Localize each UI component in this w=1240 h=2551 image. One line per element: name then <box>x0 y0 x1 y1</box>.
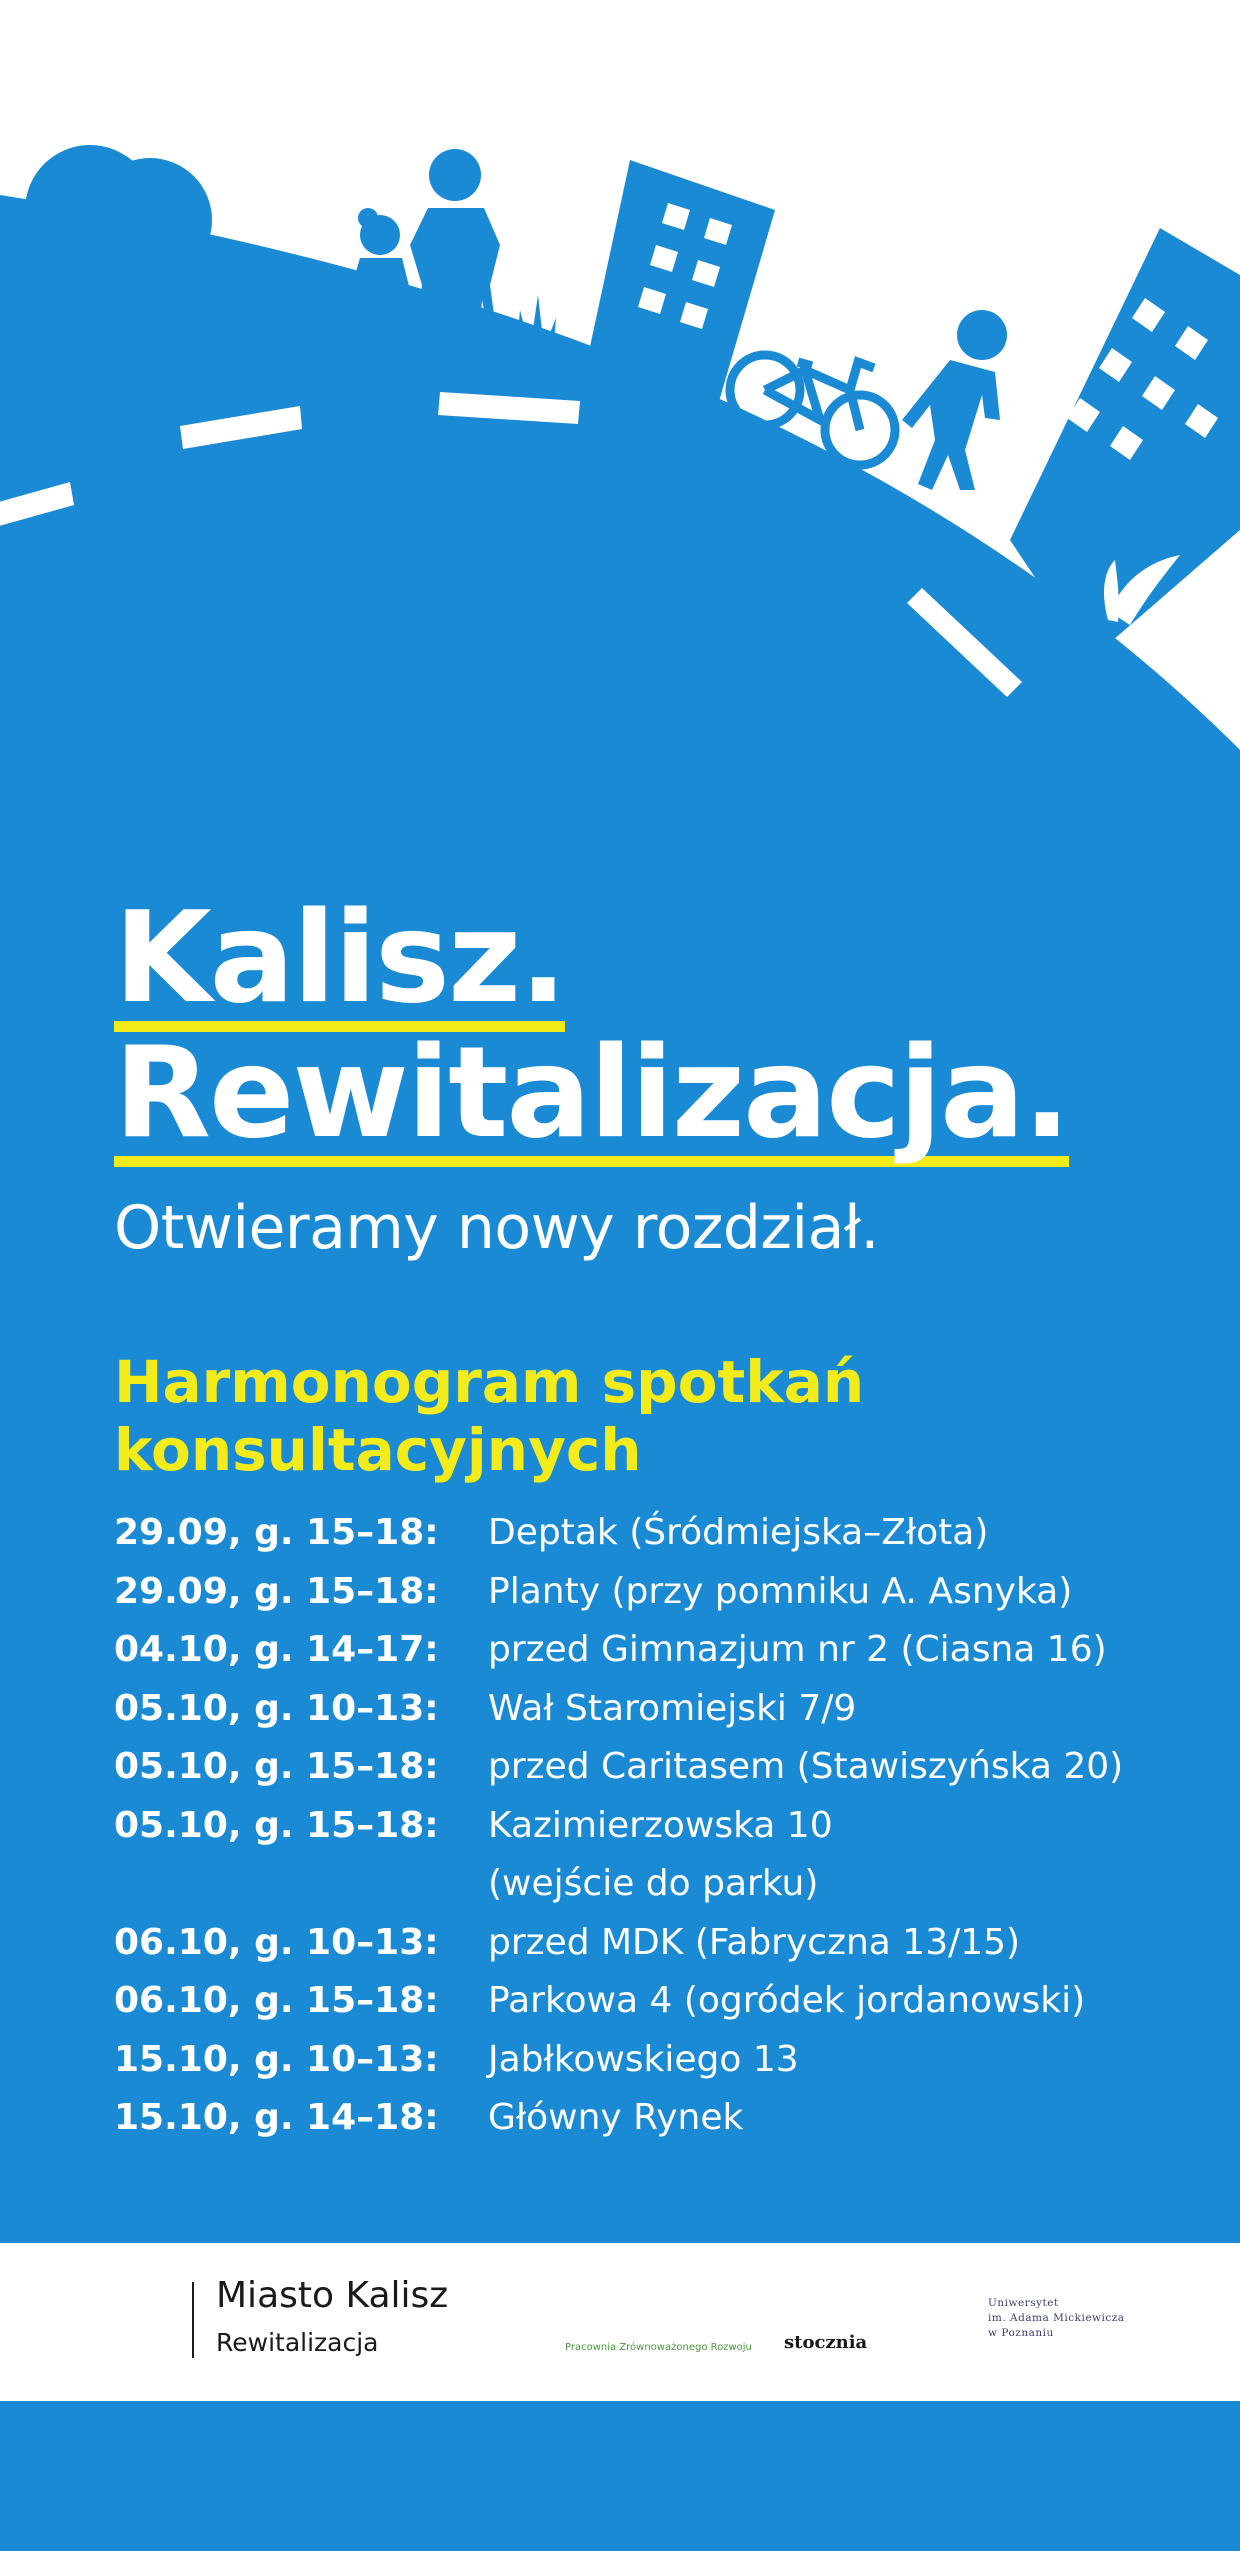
schedule-date: 15.10, g. 14–18: <box>114 2097 439 2138</box>
schedule-place: Wał Staromiejski 7/9 <box>488 1687 857 1729</box>
bottom-band <box>0 2401 1240 2551</box>
schedule-place: Jabłkowskiego 13 <box>488 2038 799 2080</box>
schedule-date: 05.10, g. 15–18: <box>114 1804 439 1846</box>
schedule-item <box>114 2031 1123 2090</box>
schedule-item <box>114 1680 1123 1739</box>
schedule-date: 29.09, g. 15–18: <box>114 1512 439 1553</box>
pzr-caption: Pracownia Zrównoważonego Rozwoju <box>565 2342 752 2353</box>
headline-city: Kalisz. <box>114 884 566 1031</box>
schedule-item <box>114 1914 1123 1973</box>
schedule-item-continuation <box>114 1855 1123 1914</box>
schedule-item <box>114 1504 1123 1563</box>
uam-name-line: im. Adama Mickiewicza <box>988 2312 1125 2324</box>
building-icon <box>585 160 775 415</box>
schedule-place: Planty (przy pomniku A. Asnyka) <box>488 1570 1073 1612</box>
schedule-date: 06.10, g. 10–13: <box>114 1921 439 1963</box>
schedule-place-detail: (wejście do parku) <box>488 1863 819 1904</box>
schedule-date: 06.10, g. 15–18: <box>114 1980 439 2021</box>
schedule-item <box>114 1738 1123 1797</box>
schedule-place: Parkowa 4 (ogródek jordanowski) <box>488 1980 1086 2021</box>
schedule-list <box>114 1504 1123 2148</box>
schedule-place: Kazimierzowska 10 <box>488 1804 833 1846</box>
schedule-item <box>114 1563 1123 1622</box>
headline-revitalization: Rewitalizacja. <box>114 1019 1069 1166</box>
city-name: Miasto Kalisz <box>216 2275 449 2316</box>
schedule-item <box>114 1797 1123 1856</box>
woman-icon <box>410 149 500 350</box>
schedule-place: przed Gimnazjum nr 2 (Ciasna 16) <box>488 1629 1107 1670</box>
schedule-place: Deptak (Śródmiejska–Złota) <box>488 1512 989 1553</box>
stocznia-name: stocznia <box>784 2332 868 2353</box>
schedule-item <box>114 1972 1123 2031</box>
schedule-date: 04.10, g. 14–17: <box>114 1629 439 1670</box>
footer-divider <box>192 2282 194 2358</box>
schedule-date: 15.10, g. 10–13: <box>114 2038 439 2080</box>
schedule-item <box>114 1621 1123 1680</box>
schedule-heading: Harmonogram spotkań konsultacyjnych <box>114 1348 865 1484</box>
schedule-date: 29.09, g. 15–18: <box>114 1570 439 1612</box>
uam-name-line: Uniwersytet <box>988 2297 1059 2309</box>
schedule-place: przed Caritasem (Stawiszyńska 20) <box>488 1746 1124 1787</box>
schedule-place: przed MDK (Fabryczna 13/15) <box>488 1921 1021 1963</box>
schedule-item <box>114 2089 1123 2148</box>
city-program: Rewitalizacja <box>216 2328 379 2357</box>
uam-name-line: w Poznaniu <box>988 2327 1054 2339</box>
headline-subtitle: Otwieramy nowy rozdział. <box>114 1193 879 1263</box>
schedule-date: 05.10, g. 15–18: <box>114 1746 439 1787</box>
schedule-place: Główny Rynek <box>488 2097 744 2138</box>
schedule-date: 05.10, g. 10–13: <box>114 1687 439 1729</box>
man-icon <box>902 310 1007 490</box>
